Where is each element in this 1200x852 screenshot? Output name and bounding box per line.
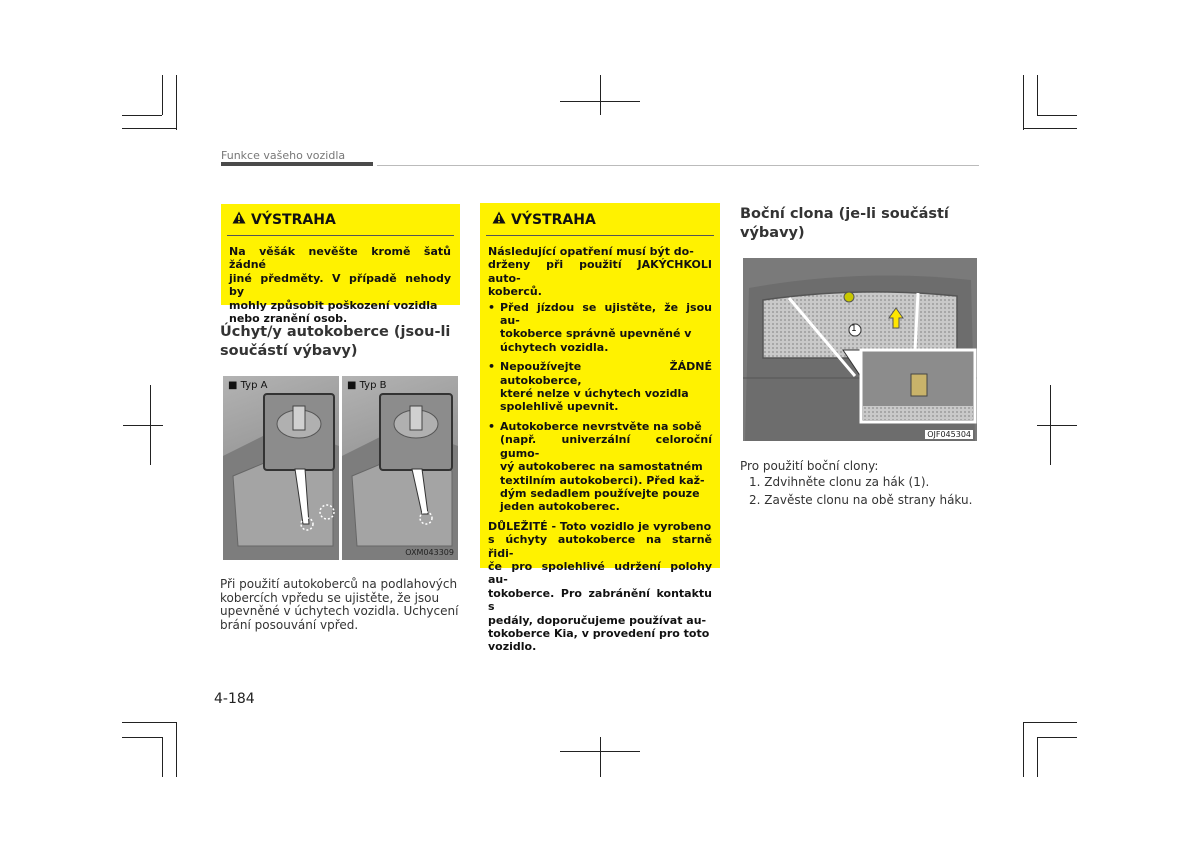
crop-mark <box>560 101 640 102</box>
crop-mark <box>122 128 176 129</box>
text-line: nebo zranění osob. <box>229 312 348 326</box>
warning-divider <box>486 235 714 236</box>
crop-mark <box>176 722 177 777</box>
shade-body-text <box>740 460 980 513</box>
mats-body-text <box>220 578 460 632</box>
crop-mark <box>1023 722 1077 723</box>
list-item <box>488 420 712 514</box>
figure-panel-type-b <box>342 376 458 560</box>
figure-code: OJF045304 <box>927 430 971 439</box>
warning-body <box>488 245 712 654</box>
crop-mark <box>600 75 601 115</box>
warning-title: VÝSTRAHA <box>232 211 336 228</box>
text-line: tokoberce. Pro zabránění kontaktu s <box>488 586 712 614</box>
warning-triangle-icon <box>232 211 246 228</box>
list-item <box>488 360 712 414</box>
text-line: s úchyty autokoberce na starně řidi- <box>488 533 712 560</box>
crop-mark <box>123 425 163 426</box>
crop-mark <box>162 75 163 115</box>
list-item: 1. Zdvihněte clonu za hák (1). <box>749 474 930 489</box>
warning-box-hanger <box>221 204 460 326</box>
text-line: • Autokoberce nevrstvěte na sobě <box>500 419 702 433</box>
text-line: upevněné v úchytech vozidla. Uchycení <box>220 604 459 619</box>
text-line: úchytech vozidla. <box>500 340 609 354</box>
steps-list <box>740 476 980 508</box>
text-line: (např. univerzální celoroční gumo- <box>500 433 712 460</box>
text-line: vý autokoberec na samostatném <box>500 460 703 474</box>
text-line: spolehlivě upevnit. <box>500 400 619 414</box>
crop-mark <box>1023 128 1077 129</box>
crop-mark <box>122 737 162 738</box>
heading-line: výbavy) <box>740 225 805 241</box>
section-heading-mats <box>220 323 450 361</box>
crop-mark <box>560 751 640 752</box>
page-number: 4-184 <box>214 691 255 707</box>
text-line: Následující opatření musí být do- <box>488 245 694 258</box>
text-line: Při použití autokoberců na podlahových <box>220 577 458 591</box>
header-rule <box>377 165 979 166</box>
crop-mark <box>176 75 177 130</box>
crop-mark <box>1037 737 1038 777</box>
text-line: vozidlo. <box>488 640 537 654</box>
text-line: mohly způsobit poškození vozidla <box>229 298 438 312</box>
text-line: jiné předměty. V případě nehody by <box>229 271 451 299</box>
warning-title: VÝSTRAHA <box>492 211 596 228</box>
figure-label-type-a: ■ Typ A <box>228 380 268 391</box>
figure-label-type-b: ■ Typ B <box>347 380 387 391</box>
text-line: tokoberce Kia, v provedení pro toto <box>488 626 710 640</box>
text-line: kobercích vpředu se ujistěte, že jsou <box>220 590 440 605</box>
text-line: jeden autokoberec. <box>500 500 620 514</box>
warning-box-mats <box>480 203 720 654</box>
text-line: Na věšák nevěšte kromě šatů žádné <box>229 245 451 272</box>
text-line: brání posouvání vpřed. <box>220 617 359 632</box>
mat-anchor-figure <box>223 376 458 560</box>
text-line: tokoberce správně upevněné v <box>500 327 692 341</box>
crop-mark <box>162 737 163 777</box>
section-heading-shade <box>740 205 949 243</box>
text-line: • Nepoužívejte ŽÁDNÉ autokoberce, <box>500 360 712 387</box>
crop-mark <box>122 722 176 723</box>
running-header: Funkce vašeho vozidla <box>221 149 346 162</box>
crop-mark <box>122 115 162 116</box>
crop-mark <box>1037 115 1077 116</box>
text-line: textilním autokoberci). Před kaž- <box>500 473 705 487</box>
figure-panel-type-a <box>223 376 339 560</box>
figure-code: OXM043309 <box>405 548 454 557</box>
text-line: které nelze v úchytech vozidla <box>500 387 689 401</box>
text-line: DŮLEŽITÉ - Toto vozidlo je vyrobeno <box>488 519 712 533</box>
warning-triangle-icon <box>492 211 506 228</box>
crop-mark <box>1023 75 1024 130</box>
warning-divider <box>227 235 454 236</box>
text-line: dým sedadlem používejte pouze <box>500 486 700 500</box>
crop-mark <box>1023 722 1024 777</box>
list-item: 2. Zavěste clonu na obě strany háku. <box>749 493 973 508</box>
text-line: če pro spolehlivé udržení polohy au- <box>488 559 712 587</box>
crop-mark <box>1037 425 1077 426</box>
text-line: koberců. <box>488 285 542 299</box>
heading-line: Úchyt/y autokoberce (jsou-li <box>220 324 451 340</box>
crop-mark <box>1037 737 1077 738</box>
list-item <box>488 301 712 355</box>
heading-line: součástí výbavy) <box>220 343 358 359</box>
text-line: drženy při použití JAKÝCHKOLI auto- <box>488 258 712 285</box>
warning-body <box>229 245 451 325</box>
text-line: pedály, doporučujeme používat au- <box>488 613 707 627</box>
crop-mark <box>600 737 601 777</box>
crop-mark <box>1037 75 1038 115</box>
warning-bullet-list <box>488 301 712 514</box>
header-bar <box>221 162 373 166</box>
side-shade-figure <box>743 258 977 441</box>
heading-line: Boční clona (je-li součástí <box>740 206 949 222</box>
text-line: • Před jízdou se ujistěte, že jsou au- <box>500 300 712 328</box>
text-line: Pro použití boční clony: <box>740 459 879 473</box>
callout-number: 1 <box>851 324 857 334</box>
